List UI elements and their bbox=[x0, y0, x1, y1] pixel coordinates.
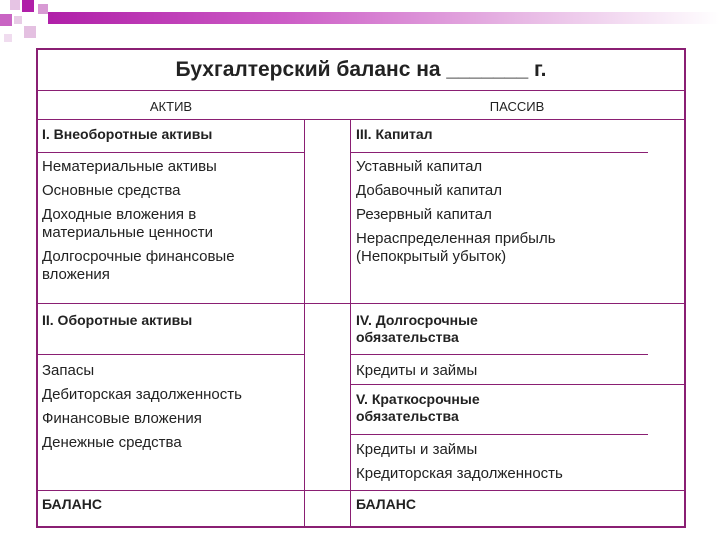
asset-total: БАЛАНС bbox=[42, 496, 102, 512]
asset-section-1-title: I. Внеоборотные активы bbox=[42, 126, 213, 142]
decorative-banner bbox=[0, 0, 720, 48]
list-item: Доходные вложения в материальные ценности bbox=[42, 206, 213, 241]
liability-total: БАЛАНС bbox=[356, 496, 416, 512]
decor-square bbox=[4, 34, 12, 42]
list-item: Резервный капитал bbox=[356, 206, 492, 223]
asset-section-2-title: II. Оборотные активы bbox=[42, 312, 193, 328]
decor-square bbox=[0, 14, 12, 26]
balance-sheet-table bbox=[36, 48, 686, 528]
list-item: Уставный капитал bbox=[356, 158, 483, 175]
liability-section-3-title: III. Капитал bbox=[356, 126, 433, 142]
list-item: Финансовые вложения bbox=[42, 410, 202, 427]
gradient-bar bbox=[48, 12, 720, 24]
asset-section-1-items bbox=[42, 158, 287, 284]
decor-square bbox=[22, 0, 34, 12]
list-item: Кредиты и займы bbox=[356, 362, 478, 379]
decor-square bbox=[10, 0, 20, 10]
page-title: Бухгалтерский баланс на _______ г. bbox=[175, 58, 547, 81]
list-item: Нераспределенная прибыль (Непокрытый убыток) bbox=[356, 230, 556, 265]
column-header-liability: ПАССИВ bbox=[489, 99, 545, 114]
decor-square bbox=[38, 4, 48, 14]
list-item: Запасы bbox=[42, 362, 95, 379]
decor-square bbox=[14, 16, 22, 24]
list-item: Добавочный капитал bbox=[356, 182, 503, 199]
liability-section-4-title: IV. Долгосрочные обязательства bbox=[356, 312, 478, 345]
list-item: Нематериальные активы bbox=[42, 158, 217, 175]
list-item: Основные средства bbox=[42, 182, 181, 199]
list-item: Долгосрочные финансовые вложения bbox=[42, 248, 235, 283]
asset-section-2-items bbox=[42, 362, 300, 452]
liability-section-3-items bbox=[356, 158, 646, 266]
list-item: Дебиторская задолженность bbox=[42, 386, 242, 403]
decor-square bbox=[24, 26, 36, 38]
list-item: Денежные средства bbox=[42, 434, 182, 451]
list-item: Кредиторская задолженность bbox=[356, 465, 563, 482]
liability-section-4-items bbox=[356, 362, 656, 380]
list-item: Кредиты и займы bbox=[356, 441, 478, 458]
liability-section-5-title: V. Краткосрочные обязательства bbox=[356, 391, 480, 424]
liability-section-5-items bbox=[356, 441, 676, 483]
column-header-asset: АКТИВ bbox=[149, 99, 193, 114]
